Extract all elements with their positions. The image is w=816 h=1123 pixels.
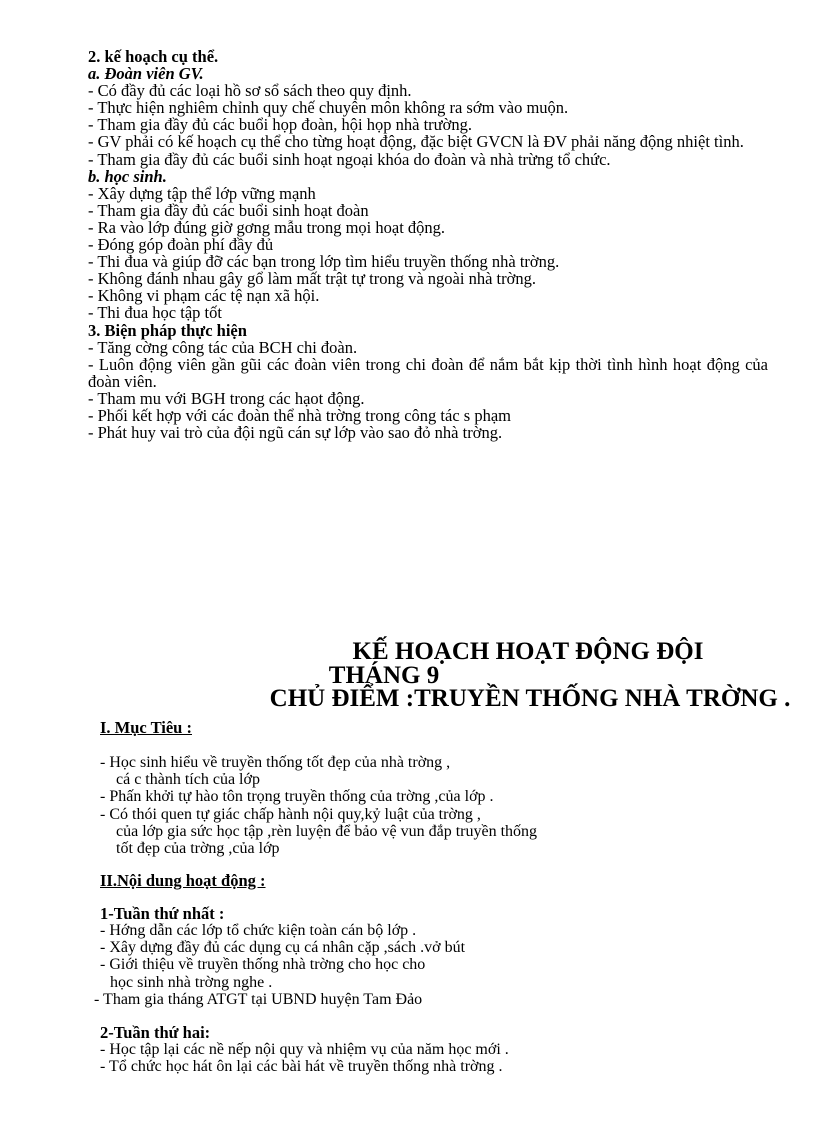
list-item: - Luôn động viên gần gũi các đoàn viên trong chi đoàn để nắm bắt kịp thời tình hình hoạt động của đoàn viên. (88, 354, 768, 391)
list-item: - Hớng dẫn các lớp tổ chức kiện toàn cán bộ lớp . (100, 922, 417, 939)
list-item: - Thi đua và giúp đỡ các bạn trong lớp tìm hiểu truyền thống nhà trờng. (88, 252, 560, 272)
list-item: - Tham gia tháng ATGT tại UBND huyện Tam Đảo (94, 990, 423, 1008)
plan-section (88, 48, 768, 441)
list-item: học sinh nhà trờng nghe . (110, 973, 273, 991)
list-item: - Học tập lại các nề nếp nội quy và nhiệm vụ của năm học mới . (100, 1041, 509, 1058)
list-item: - Phấn khởi tự hào tôn trọng truyền thống của trờng ,của lớp . (100, 788, 494, 806)
students-heading: b. học sinh. (88, 166, 167, 186)
teacher-members-heading: a. Đoàn viên GV. (88, 64, 204, 84)
list-item: - GV phải có kế hoạch cụ thể cho từng hoạt động, đặc biệt GVCN là ĐV phải năng động nhiệt tình. (88, 132, 744, 152)
list-item: cá c thành tích của lớp (116, 771, 260, 789)
list-item: - Có đầy đủ các loại hồ sơ sổ sách theo quy định. (88, 81, 412, 101)
list-item: - Giới thiệu về truyền thống nhà trờng cho học cho (100, 956, 426, 974)
objectives-heading: I. Mục Tiêu : (100, 718, 192, 737)
list-item: tốt đẹp của trờng ,của lớp (116, 840, 280, 858)
objectives-list (100, 754, 537, 857)
list-item: - Học sinh hiểu về truyền thống tốt đẹp của nhà trờng , (100, 754, 451, 771)
list-item: - Phối kết hợp với các đoàn thể nhà trờng trong công tác s phạm (88, 405, 511, 425)
list-item: - Tăng cờng công tác của BCH chi đoàn. (88, 337, 358, 357)
week1-list (94, 922, 466, 1008)
list-item: - Thi đua học tập tốt (88, 303, 222, 323)
list-item: - Ra vào lớp đúng giờ gơng mẫu trong mọi hoạt động. (88, 217, 446, 237)
list-item: - Có thói quen tự giác chấp hành nội quy,kỷ luật của trờng , (100, 805, 481, 823)
list-item: - Tham mu với BGH trong các hạot động. (88, 388, 365, 408)
list-item: - Xây dựng tập thể lớp vững mạnh (88, 183, 316, 203)
document-title: KẾ HOẠCH HOẠT ĐỘNG ĐỘI (352, 638, 704, 665)
list-item: - Tham gia đầy đủ các buổi sinh hoạt đoàn (88, 200, 369, 220)
week1-heading: 1-Tuần thứ nhất : (100, 904, 225, 923)
list-item: - Tham gia đầy đủ các buổi họp đoàn, hội họp nhà trường. (88, 115, 472, 135)
content-heading: II.Nội dung hoạt động : (100, 871, 266, 890)
list-item: - Tham gia đầy đủ các buổi sinh hoạt ngoại khóa do đoàn và nhà trừng tổ chức. (88, 149, 611, 169)
list-item: của lớp gia sức học tập ,rèn luyện để bảo vệ vun đắp truyền thống (116, 822, 538, 840)
document-month: THÁNG 9 (328, 662, 440, 689)
plan-heading: 2. kế hoạch cụ thể. (88, 47, 219, 66)
list-item: - Không đánh nhau gây gổ làm mất trật tự trong và ngoài nhà trờng. (88, 269, 536, 289)
list-item: - Đóng góp đoàn phí đầy đủ (88, 235, 274, 255)
week2-list (100, 1041, 509, 1075)
week2-heading: 2-Tuần thứ hai: (100, 1023, 211, 1042)
document-theme: CHỦ ĐIỂM :TRUYỀN THỐNG NHÀ TRỜNG . (269, 685, 791, 712)
list-item: - Thực hiện nghiêm chỉnh quy chế chuyên môn không ra sớm vào muộn. (88, 98, 569, 118)
measures-heading: 3. Biện pháp thực hiện (88, 320, 247, 340)
list-item: - Tổ chức học hát ôn lại các bài hát về truyền thống nhà trờng . (100, 1058, 503, 1076)
list-item: - Không vi phạm các tệ nạn xã hội. (88, 286, 320, 306)
list-item: - Phát huy vai trò của đội ngũ cán sự lớp vào sao đỏ nhà trờng. (88, 423, 503, 443)
list-item: - Xây dựng đầy đủ các dụng cụ cá nhân cặp ,sách .vở bút (100, 939, 466, 957)
